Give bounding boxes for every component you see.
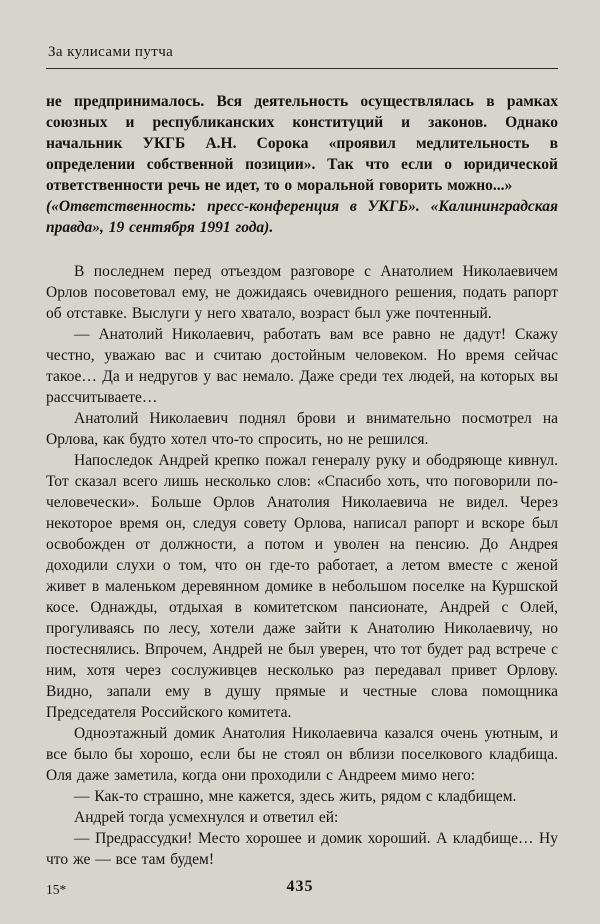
paragraph: Напоследок Андрей крепко пожал генералу руку и ободряюще кивнул. Тот сказал всего лишь несколько слов: «Спасибо хоть, что поговорили по-человечески». Больше Орлов Анатолия Николаевича не видел. Через некоторое время он, следуя совету Орлова, написал рапорт и вскоре был освобожден от должности, а потом и уволен на пенсию. До Андрея доходили слухи о том, что он где-то работает, а летом вместе с женой живет в маленьком деревянном домике в небольшом поселке на Куршской косе. Однажды, отдыхая в комитетском пансионате, Андрей с Олей, прогуливаясь по лесу, хотели даже зайти к Анатолию Николаевичу, но постеснялись. Впрочем, Андрей не был уверен, что тот будет рад встрече с ним, хотя через сослуживцев несколько раз передавал привет Орлову. Видно, запали ему в душу прямые и честные слова помощника Председателя Российского комитета.	[46, 452, 558, 721]
paragraph: Анатолий Николаевич поднял брови и внимательно посмотрел на Орлова, как будто хотел что-то спросить, но не решился.	[46, 410, 558, 448]
header-rule	[46, 68, 558, 69]
page-number: 435	[286, 878, 314, 895]
paragraph: Андрей тогда усмехнулся и ответил ей:	[74, 809, 339, 826]
paragraph: Одноэтажный домик Анатолия Николаевича казался очень уютным, и все было бы хорошо, если бы не стоял он вблизи поселкового кладбища. Оля даже заметила, когда они проходили с Андреем мимо него:	[46, 725, 558, 784]
paragraph: В последнем перед отъездом разговоре с Анатолием Николаевичем Орлов посоветовал ему, не дожидаясь очевидного решения, подать рапорт об отставке. Выслуги у него хватало, возраст был уже почтенный.	[46, 263, 558, 322]
paragraph-dialogue: — Анатолий Николаевич, работать вам все равно не дадут! Скажу честно, уважаю вас и считаю достойным человеком. Но время сейчас такое… Да и недругов у вас немало. Даже среди тех людей, на которых вы рассчитываете…	[46, 326, 558, 406]
paragraph-citation: («Ответственность: пресс-конференция в УКГБ». «Калининградская правда», 19 сентября 1991 года).	[46, 198, 558, 236]
page-footer	[0, 876, 600, 898]
signature-mark: 15*	[46, 882, 67, 897]
paragraph-quote-continuation: не предпринималось. Вся деятельность осуществлялась в рамках союзных и республиканских конституций и законов. Однако начальник УКГБ А.Н. Сорока «проявил медлительность в определении собственной позиции». Так что если о юридической ответственности речь не идет, то о моральной говорить можно...»	[46, 93, 558, 194]
page-header	[46, 44, 558, 69]
paragraph-dialogue: — Как-то страшно, мне кажется, здесь жить, рядом с кладбищем.	[74, 788, 517, 805]
page-body	[46, 91, 558, 870]
running-header-title: За кулисами путча	[48, 44, 174, 60]
paragraph-dialogue: — Предрассудки! Место хорошее и домик хороший. А кладбище… Ну что же — все там будем!	[46, 830, 558, 868]
